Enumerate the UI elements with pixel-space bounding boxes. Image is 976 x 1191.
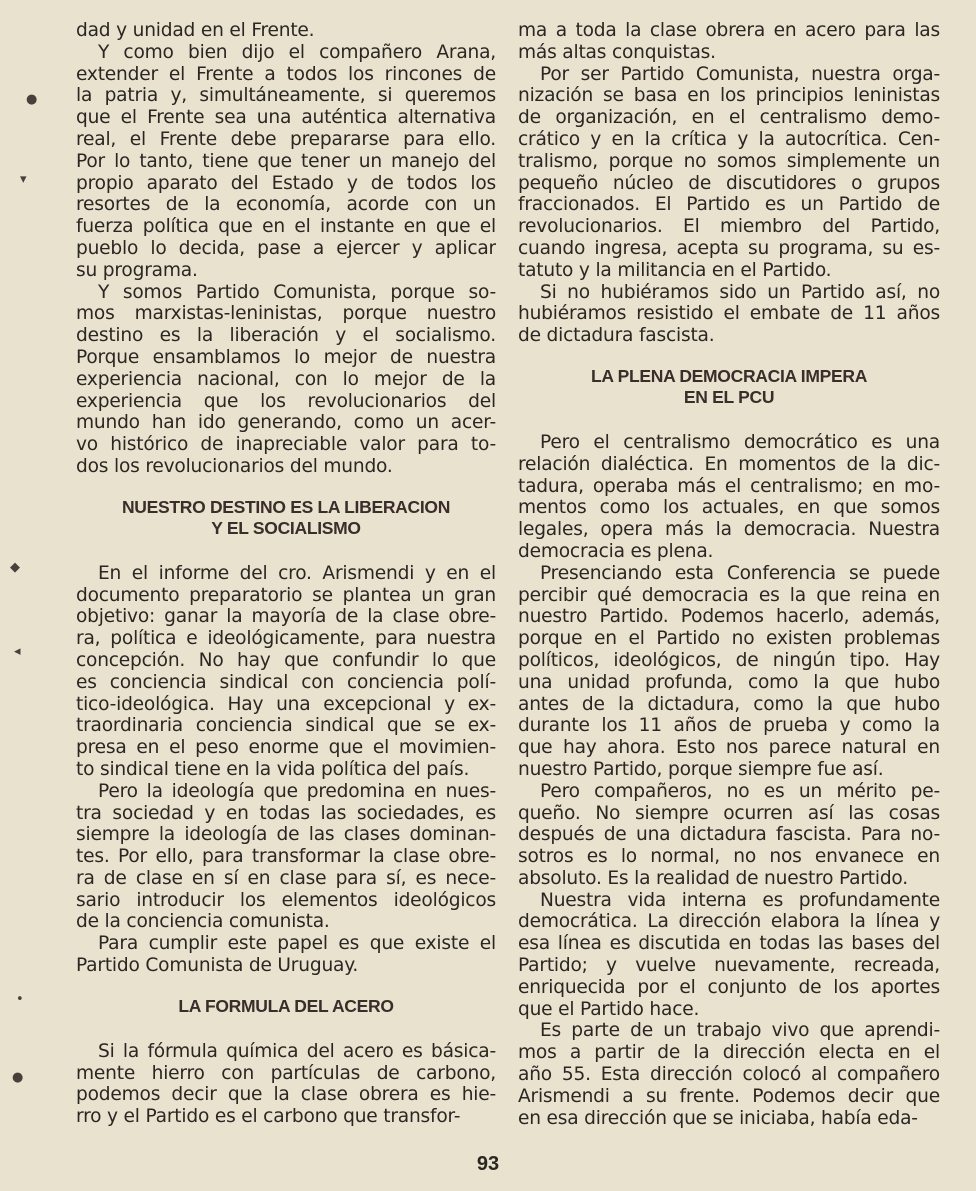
- section-gap: [76, 539, 496, 563]
- text-line: Partido Comunista de Uruguay.: [76, 955, 359, 977]
- text-line: dos los revolucionarios del mundo.: [76, 455, 393, 477]
- text-line: Y somos Partido Comunista, porque so-: [98, 281, 496, 303]
- text-line: su programa.: [76, 259, 198, 281]
- text-line: resortes de la economía, acorde con un: [76, 194, 496, 216]
- text-line: tralismo, porque no somos simplemente un: [518, 150, 940, 172]
- text-line: Por lo tanto, tiene que tener un manejo del: [76, 150, 496, 172]
- text-line: experiencia que los revolucionarios del: [76, 390, 496, 412]
- text-line: año 55. Esta dirección colocó al compañero: [518, 1064, 940, 1086]
- text-line: traordinaria conciencia sindical que se ex-: [76, 715, 496, 737]
- text-line: relación dialéctica. En momentos de la dic-: [518, 453, 940, 475]
- text-line: tico-ideológica. Hay una excepcional y ex-: [76, 693, 496, 715]
- section-heading: NUESTRO DESTINO ES LA LIBERACION: [121, 496, 451, 517]
- text-line: propio aparato del Estado y de todos los: [76, 172, 496, 194]
- section-heading: LA FORMULA DEL ACERO: [178, 995, 394, 1016]
- text-line: durante los 11 años de prueba y como la: [518, 715, 940, 737]
- text-line: dad y unidad en el Frente.: [76, 20, 315, 41]
- section-heading: LA PLENA DEMOCRACIA IMPERA: [590, 365, 868, 386]
- text-line: vo histórico de inapreciable valor para to-: [76, 434, 496, 456]
- section-heading: Y EL SOCIALISMO: [211, 517, 361, 538]
- section-gap: [518, 408, 940, 432]
- text-line: que hay ahora. Esto nos parece natural en: [518, 737, 940, 759]
- text-line: nuestro Partido, porque siempre fue así.: [518, 758, 884, 780]
- text-line: queño. No siempre ocurren así las cosas: [518, 802, 940, 824]
- text-line: mos a partir de la dirección electa en el: [518, 1042, 940, 1064]
- text-line: percibir qué democracia es la que reina en: [518, 584, 940, 606]
- text-line: experiencia nacional, con lo mejor de la: [76, 368, 496, 390]
- text-line: Arismendi a su frente. Podemos decir que: [518, 1085, 940, 1107]
- text-line: fraccionados. El Partido es un Partido de: [518, 194, 940, 216]
- text-line: en esa dirección que se iniciaba, había eda-: [518, 1107, 918, 1129]
- text-line: to sindical tiene en la vida política del país.: [76, 758, 470, 780]
- text-line: siempre la ideología de las clases dominan-: [76, 824, 496, 846]
- section-gap: [518, 347, 940, 366]
- text-line: Para cumplir este papel es que existe el: [98, 933, 496, 955]
- text-line: mente hierro con partículas de carbono,: [76, 1062, 496, 1084]
- margin-mark: •: [16, 992, 24, 1007]
- text-line: legales, opera más la democracia. Nuestra: [518, 519, 940, 541]
- text-line: una unidad profunda, como la que hubo: [518, 671, 940, 693]
- text-line: podemos decir que la clase obrera es hie-: [76, 1084, 496, 1106]
- text-line: Porque ensamblamos lo mejor de nuestra: [76, 346, 496, 368]
- text-line: Si la fórmula química del acero es básica-: [98, 1040, 496, 1062]
- text-line: ma a toda la clase obrera en acero para las: [518, 20, 940, 41]
- text-line: esa línea es discutida en todas las bases del: [518, 933, 940, 955]
- text-line: democrática. La dirección elabora la línea y: [518, 911, 940, 933]
- text-line: políticos, ideológicos, de ningún tipo. Hay: [518, 649, 940, 671]
- text-line: tatuto y la militancia en el Partido.: [518, 259, 832, 281]
- text-line: revolucionarios. El miembro del Partido,: [518, 216, 940, 238]
- section-gap: [76, 1017, 496, 1041]
- text-line: documento preparatorio se plantea un gran: [76, 584, 496, 606]
- text-line: Y como bien dijo el compañero Arana,: [98, 41, 496, 63]
- text-line: Pero el centralismo democrático es una: [540, 431, 940, 453]
- text-line: En el informe del cro. Arismendi y en el: [98, 562, 496, 584]
- text-line: pequeño núcleo de discutidores o grupos: [518, 172, 940, 194]
- text-line: que el Frente sea una auténtica alternativa: [76, 107, 496, 129]
- text-line: rro y el Partido es el carbono que transfor-: [76, 1106, 461, 1128]
- text-line: Nuestra vida interna es profundamente: [540, 889, 940, 911]
- text-line: sotros es lo normal, no nos envanece en: [518, 846, 940, 868]
- text-line: de organización, en el centralismo demo-: [518, 107, 940, 129]
- margin-mark: ●: [12, 1070, 24, 1085]
- text-line: Presenciando esta Conferencia se puede: [540, 562, 940, 584]
- text-line: real, el Frente debe prepararse para ello.: [76, 128, 496, 150]
- text-line: hubiéramos resistido el embate de 11 años: [518, 303, 940, 325]
- section-gap: [76, 478, 496, 497]
- text-line: ra, política e ideológicamente, para nuestra: [76, 628, 496, 650]
- text-line: de dictadura fascista.: [518, 325, 715, 347]
- text-line: Si no hubiéramos sido un Partido así, no: [540, 281, 940, 303]
- section-heading: EN EL PCU: [683, 386, 775, 407]
- text-line: fuerza política que en el instante en que el: [76, 216, 496, 238]
- text-line: extender el Frente a todos los rincones de: [76, 63, 496, 85]
- text-line: antes de la dictadura, como la que hubo: [518, 693, 940, 715]
- text-line: crático y en la crítica y la autocrítica. Cen-: [518, 128, 940, 150]
- text-line: ra de clase en sí en clase para sí, es nece-: [76, 867, 496, 889]
- text-line: pueblo lo decida, pase a ejercer y aplicar: [76, 237, 496, 259]
- text-line: destino es la liberación y el socialismo.: [76, 325, 496, 347]
- text-line: de la conciencia comunista.: [76, 911, 330, 933]
- text-line: mos marxistas-leninistas, porque nuestro: [76, 303, 496, 325]
- text-line: Es parte de un trabajo vivo que aprendi-: [540, 1020, 940, 1042]
- text-line: democracia es plena.: [518, 540, 714, 562]
- text-line: mundo han ido generando, como un acer-: [76, 412, 496, 434]
- margin-mark: ◂: [14, 644, 21, 659]
- margin-mark: ▾: [20, 172, 27, 187]
- text-line: sario introducir los elementos ideológicos: [76, 889, 496, 911]
- right-column: [518, 20, 940, 1129]
- left-column: [76, 20, 496, 1128]
- text-line: Por ser Partido Comunista, nuestra orga-: [540, 63, 940, 85]
- text-line: Pero la ideología que predomina en nues-: [98, 780, 496, 802]
- margin-mark: ◆: [10, 560, 20, 575]
- text-line: mentos como los actuales, en que somos: [518, 497, 940, 519]
- text-line: concepción. No hay que confundir lo que: [76, 649, 496, 671]
- text-line: la patria y, simultáneamente, si queremos: [76, 85, 496, 107]
- text-line: porque en el Partido no existen problemas: [518, 628, 940, 650]
- text-line: nuestro Partido. Podemos hacerlo, además,: [518, 606, 940, 628]
- text-line: presa en el peso enorme que el movimien-: [76, 737, 496, 759]
- section-gap: [76, 977, 496, 996]
- text-line: más altas conquistas.: [518, 41, 716, 63]
- text-line: enriquecida por el conjunto de los aportes: [518, 976, 940, 998]
- page-number: 93: [476, 1153, 500, 1175]
- text-line: tra sociedad y en todas las sociedades, es: [76, 802, 496, 824]
- margin-mark: ●: [26, 92, 38, 107]
- text-line: tes. Por ello, para transformar la clase obre-: [76, 846, 496, 868]
- text-line: absoluto. Es la realidad de nuestro Partido.: [518, 867, 908, 889]
- text-line: es conciencia sindical con conciencia polí-: [76, 671, 496, 693]
- text-line: Pero compañeros, no es un mérito pe-: [540, 780, 940, 802]
- text-line: Partido; y vuelve nuevamente, recreada,: [518, 955, 940, 977]
- text-line: objetivo: ganar la mayoría de la clase obre-: [76, 606, 496, 628]
- text-line: después de una dictadura fascista. Para no-: [518, 824, 940, 846]
- text-line: que el Partido hace.: [518, 998, 700, 1020]
- text-line: tadura, operaba más el centralismo; en mo-: [518, 475, 940, 497]
- text-line: nización se basa en los principios leninistas: [518, 85, 940, 107]
- text-line: cuando ingresa, acepta su programa, su es-: [518, 237, 940, 259]
